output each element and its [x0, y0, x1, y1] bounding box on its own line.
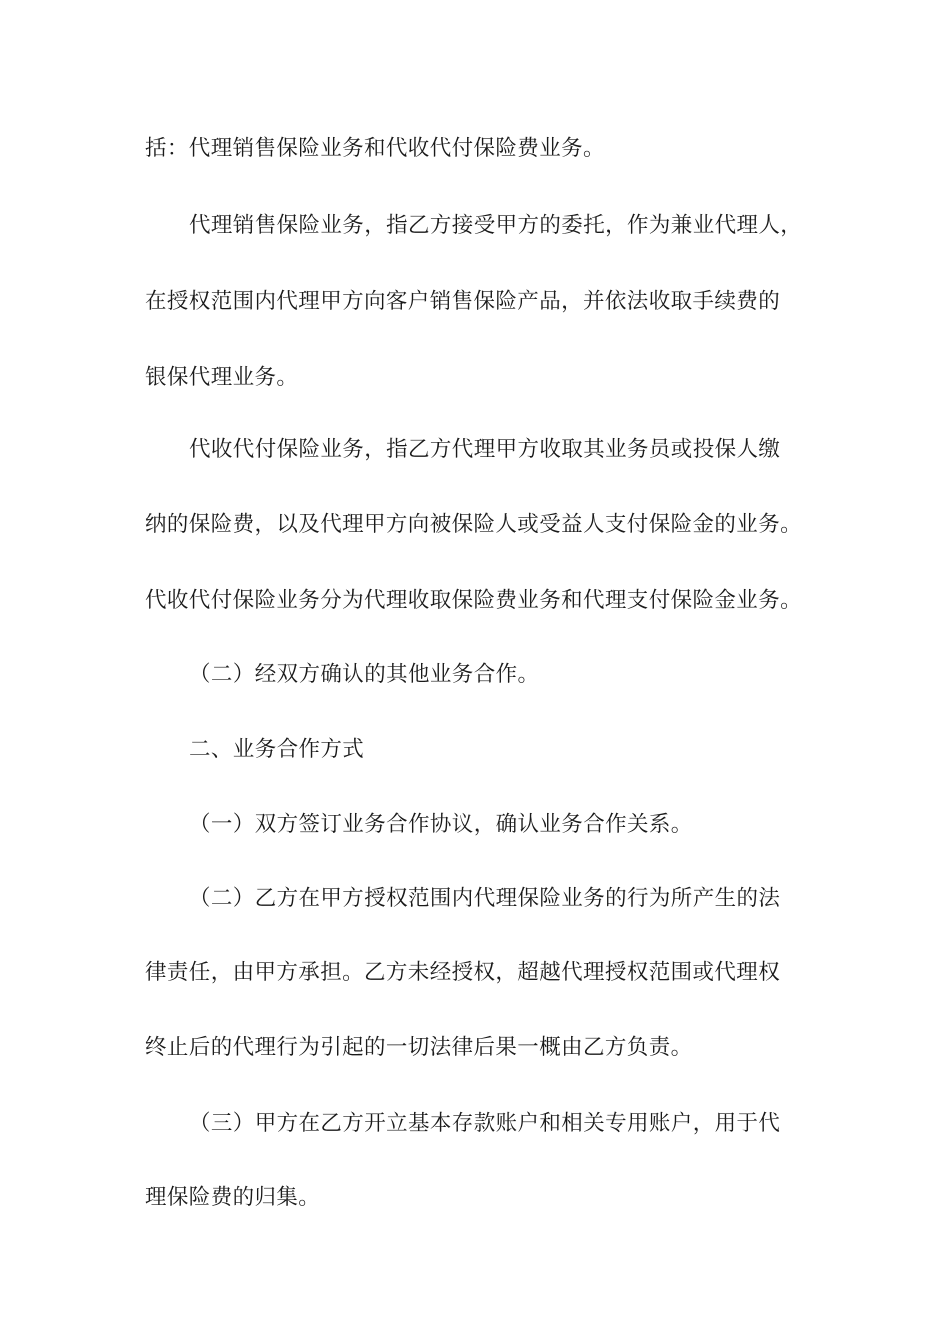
text-line-12: 律责任，由甲方承担。乙方未经授权，超越代理授权范围或代理权	[145, 960, 781, 985]
paragraph-line-11: （二）乙方在甲方授权范围内代理保险业务的行为所产生的法	[189, 886, 781, 911]
text-line-7: 代收代付保险业务分为代理收取保险费业务和代理支付保险金业务。	[145, 588, 803, 613]
paragraph-line-14: （三）甲方在乙方开立基本存款账户和相关专用账户，用于代	[189, 1111, 781, 1136]
section-heading: 二、业务合作方式	[189, 737, 365, 762]
text-line-4: 银保代理业务。	[145, 365, 299, 390]
text-line-1: 括：代理销售保险业务和代收代付保险费业务。	[145, 136, 605, 161]
paragraph-line-10: （一）双方签订业务合作协议，确认业务合作关系。	[189, 812, 693, 837]
paragraph-line-5: 代收代付保险业务，指乙方代理甲方收取其业务员或投保人缴	[189, 437, 781, 462]
text-line-3: 在授权范围内代理甲方向客户销售保险产品，并依法收取手续费的	[145, 289, 781, 314]
text-line-13: 终止后的代理行为引起的一切法律后果一概由乙方负责。	[145, 1035, 693, 1060]
paragraph-line-8: （二）经双方确认的其他业务合作。	[189, 662, 540, 687]
paragraph-line-2: 代理销售保险业务，指乙方接受甲方的委托，作为兼业代理人，	[189, 213, 803, 238]
text-line-15: 理保险费的归集。	[145, 1185, 321, 1210]
text-line-6: 纳的保险费，以及代理甲方向被保险人或受益人支付保险金的业务。	[145, 512, 803, 537]
